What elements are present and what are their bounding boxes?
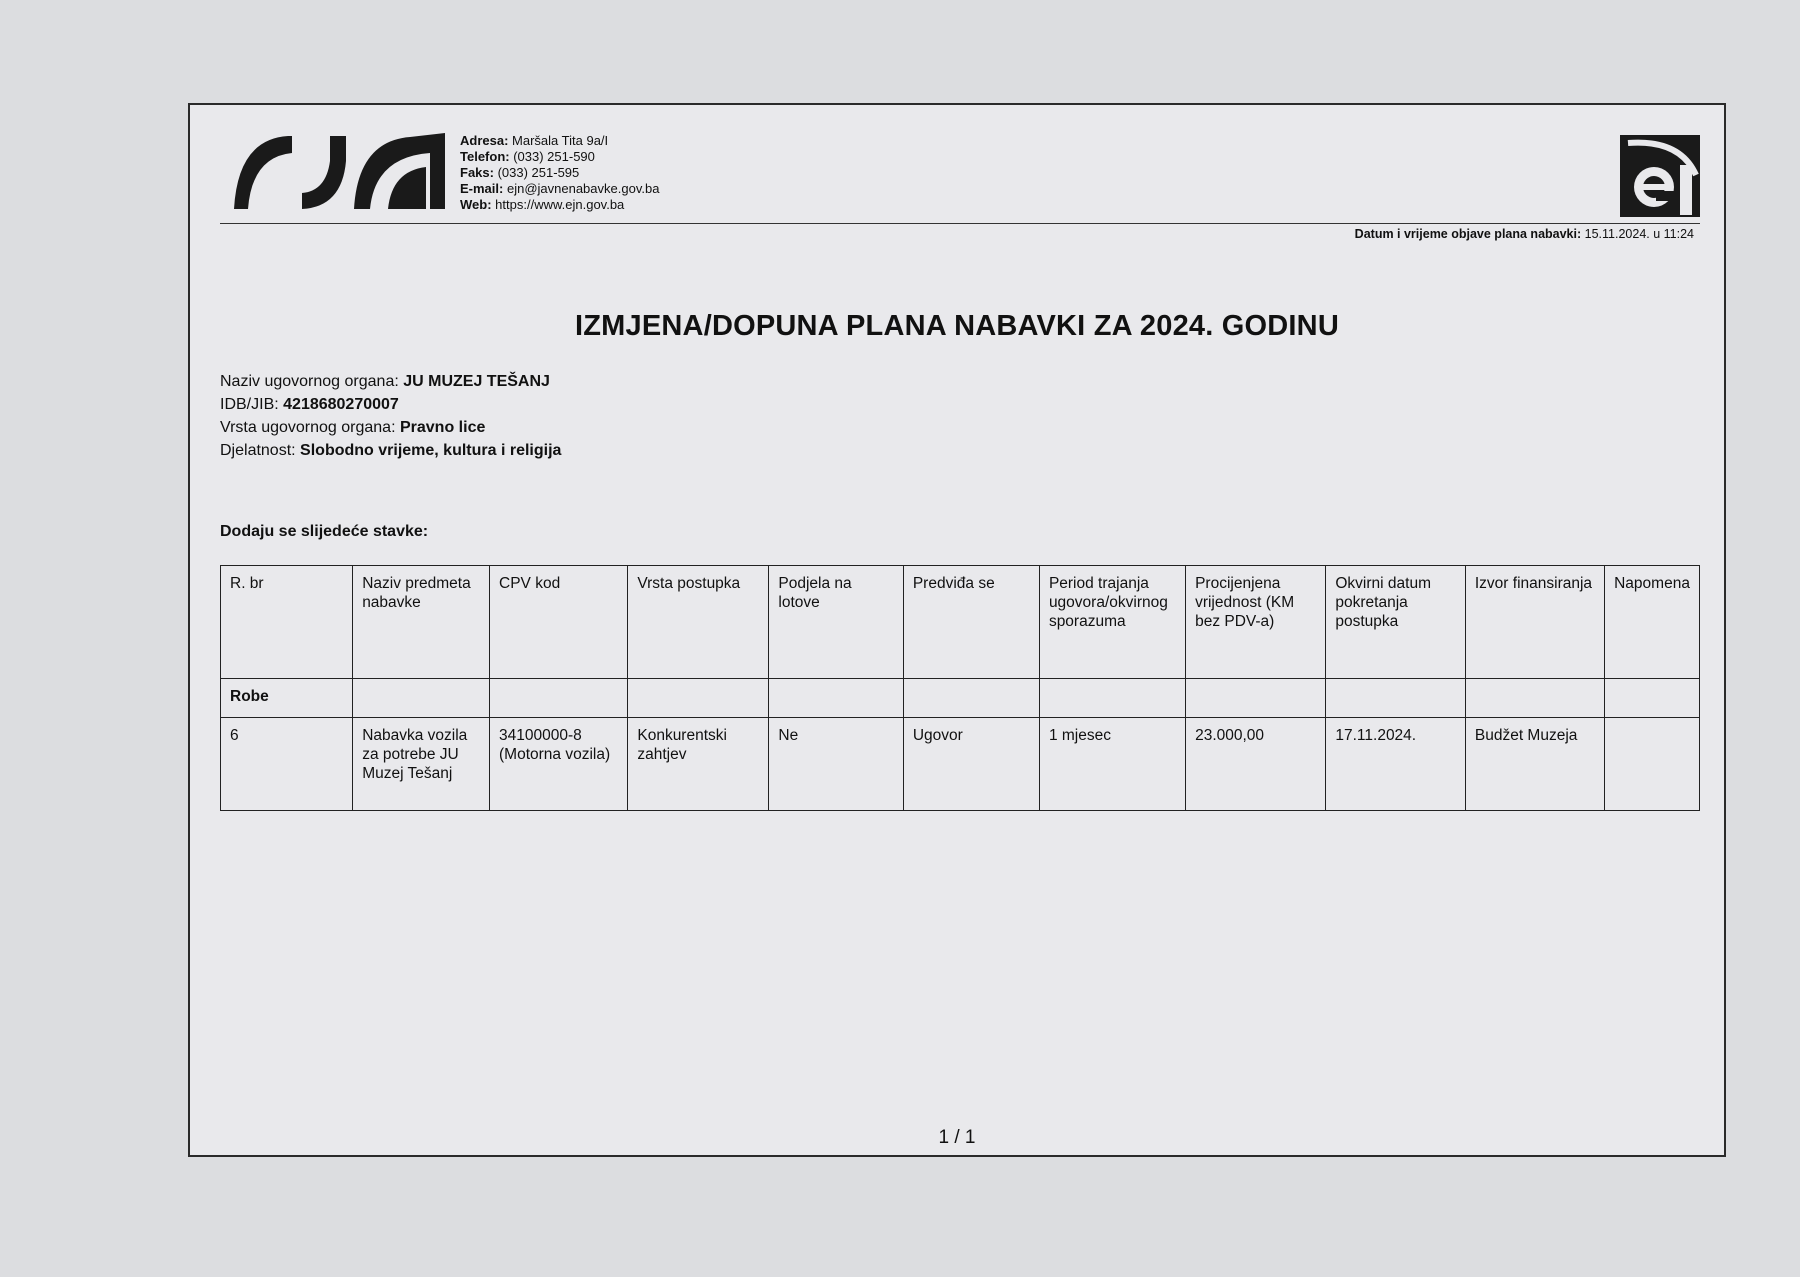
- header-cell: R. br: [221, 566, 353, 679]
- organization-details: [220, 370, 561, 462]
- ajn-logo: [230, 131, 445, 213]
- group-label: Robe: [221, 679, 353, 718]
- page-number: 1 / 1: [938, 1127, 976, 1148]
- org-activity-line: Djelatnost: Slobodno vrijeme, kultura i religija: [220, 442, 562, 459]
- empty-cell: [1186, 679, 1326, 718]
- table-group-row: [221, 679, 1700, 718]
- table-row: [221, 718, 1700, 811]
- estimated-value: 23.000,00: [1186, 718, 1326, 811]
- empty-cell: [1465, 679, 1604, 718]
- empty-cell: [490, 679, 628, 718]
- cpv-code: 34100000-8 (Motorna vozila): [490, 718, 628, 811]
- contact-phone: Telefon: (033) 251-590: [460, 149, 595, 164]
- empty-cell: [1039, 679, 1185, 718]
- contact-web: Web: https://www.ejn.gov.ba: [460, 197, 625, 212]
- header-cell: Period trajanja ugovora/okvirnog sporazuma: [1039, 566, 1185, 679]
- section-subheading: Dodaju se slijedeće stavke:: [220, 523, 429, 540]
- empty-cell: [903, 679, 1039, 718]
- header-cell: Naziv predmeta nabavke: [353, 566, 490, 679]
- note: [1605, 718, 1700, 811]
- org-name-line: Naziv ugovornog organa: JU MUZEJ TEŠANJ: [220, 373, 550, 390]
- header-cell: Okvirni datum pokretanja postupka: [1326, 566, 1466, 679]
- contact-block: [460, 133, 659, 213]
- contract-period: 1 mjesec: [1039, 718, 1185, 811]
- procurement-table: [220, 565, 1700, 811]
- item-name: Nabavka vozila za potrebe JU Muzej Tešanj: [353, 718, 490, 811]
- contact-fax: Faks: (033) 251-595: [460, 165, 580, 180]
- planned-as: Ugovor: [903, 718, 1039, 811]
- table-header-row: [221, 566, 1700, 679]
- contact-email: E-mail: ejn@javnenabavke.gov.ba: [460, 181, 660, 196]
- org-type-line: Vrsta ugovornog organa: Pravno lice: [220, 419, 486, 436]
- ejn-logo: [1620, 135, 1700, 217]
- header-divider: [220, 223, 1700, 224]
- procedure-type: Konkurentski zahtjev: [628, 718, 769, 811]
- contact-address: Adresa: Maršala Tita 9a/I: [460, 133, 609, 148]
- start-date: 17.11.2024.: [1326, 718, 1466, 811]
- org-id-line: IDB/JIB: 4218680270007: [220, 396, 399, 413]
- empty-cell: [353, 679, 490, 718]
- header-cell: Predviđa se: [903, 566, 1039, 679]
- document-title: IZMJENA/DOPUNA PLANA NABAVKI ZA 2024. GODINU: [575, 310, 1339, 342]
- header-cell: Procijenjena vrijednost (KM bez PDV-a): [1186, 566, 1326, 679]
- document-page: [188, 103, 1726, 1157]
- lots-division: Ne: [769, 718, 903, 811]
- publication-datetime: Datum i vrijeme objave plana nabavki: 15.11.2024. u 11:24: [1354, 227, 1694, 241]
- header-cell: Vrsta postupka: [628, 566, 769, 679]
- header-cell: Izvor finansiranja: [1465, 566, 1604, 679]
- empty-cell: [769, 679, 903, 718]
- header-cell: CPV kod: [490, 566, 628, 679]
- funding-source: Budžet Muzeja: [1465, 718, 1604, 811]
- empty-cell: [1605, 679, 1700, 718]
- empty-cell: [628, 679, 769, 718]
- header-cell: Podjela na lotove: [769, 566, 903, 679]
- empty-cell: [1326, 679, 1466, 718]
- header-cell: Napomena: [1605, 566, 1700, 679]
- row-number: 6: [221, 718, 353, 811]
